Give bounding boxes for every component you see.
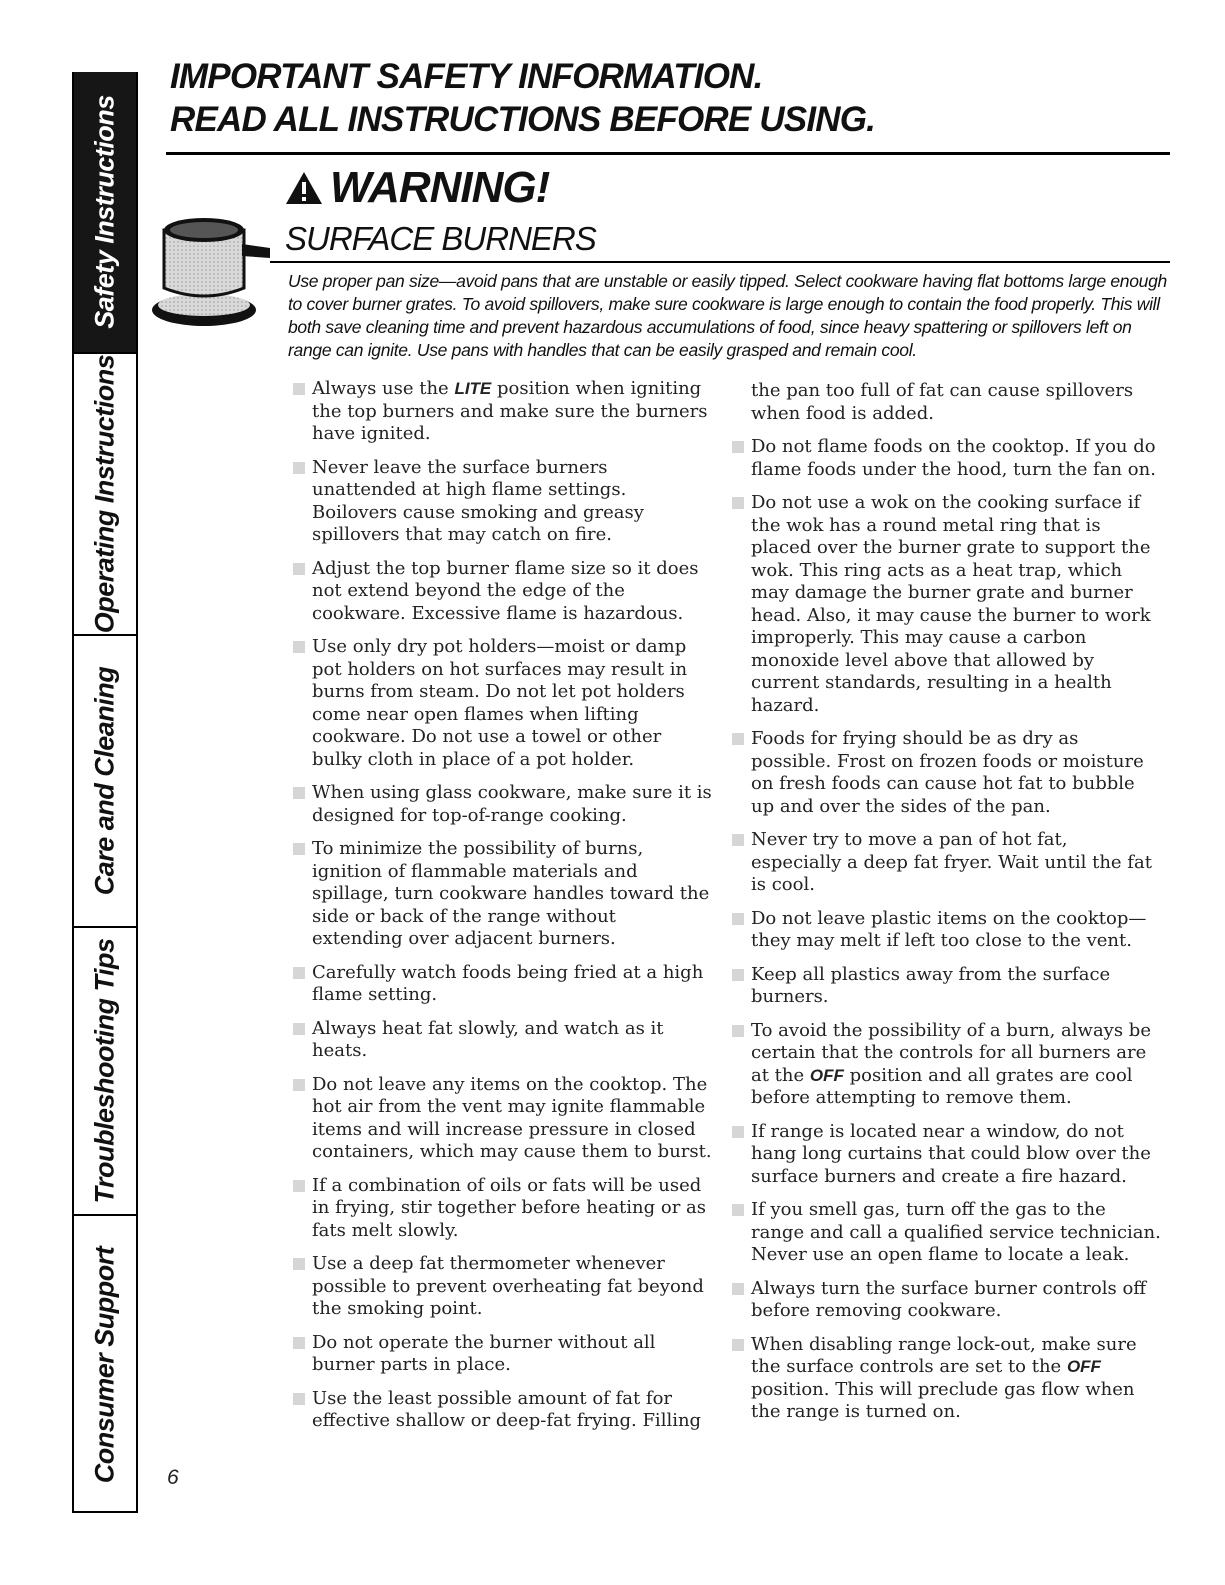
tab-label: Safety Instructions — [89, 95, 120, 329]
list-item — [731, 492, 1161, 717]
warning-title: WARNING! — [330, 163, 550, 212]
item-text: Use a deep fat thermometer whenever possible to prevent overheating fat beyond the smoking point. — [312, 1253, 704, 1319]
item-text: If you smell gas, turn off the gas to the range and call a qualified service technician. Never use an open flame to locate a leak. — [751, 1199, 1161, 1265]
item-text: position and all grates are cool before attempting to remove them. — [751, 1064, 1133, 1108]
bullet-square-icon — [293, 383, 305, 395]
list-item — [292, 782, 712, 827]
list-item — [292, 1388, 712, 1433]
bullet-square-icon — [293, 641, 305, 653]
subtitle-rule — [270, 261, 1170, 263]
bullet-square-icon — [732, 969, 744, 981]
list-item — [731, 829, 1161, 897]
list-item — [731, 1334, 1161, 1424]
page-title — [170, 55, 1170, 141]
bullet-square-icon — [293, 1258, 305, 1270]
lite-label: LITE — [454, 379, 492, 398]
item-text: To avoid the possibility of a burn, always be certain that the controls for all burners are at the — [751, 1019, 1151, 1086]
list-item — [292, 378, 712, 446]
bullet-square-icon — [293, 1337, 305, 1349]
item-text: When disabling range lock-out, make sure the surface controls are set to the — [751, 1333, 1137, 1377]
bullet-square-icon — [732, 1283, 744, 1295]
tab-care-and-cleaning[interactable] — [74, 636, 136, 928]
item-text: When using glass cookware, make sure it is designed for top-of-range cooking. — [312, 782, 712, 826]
item-text: Keep all plastics away from the surface burners. — [751, 963, 1111, 1007]
list-item — [731, 964, 1161, 1009]
item-text: Do not leave any items on the cooktop. The hot air from the vent may ignite flammable items and will increase pressure in closed containers, which may cause them to burst. — [312, 1073, 712, 1162]
item-text: Carefully watch foods being fried at a high flame setting. — [312, 961, 704, 1005]
item-text: Always heat fat slowly, and watch as it heats. — [312, 1017, 664, 1061]
tab-label: Troubleshooting Tips — [89, 938, 120, 1204]
warning-intro-text: Use proper pan size—avoid pans that are unstable or easily tipped. Select cookware having flat bottoms large enough to cover burner grates. To avoid spillovers, make sure cookware is large enough to contain the food properly. This will both save cleaning time and prevent hazardous accumulations of food, since heavy spattering or spillovers left on range can ignite. Use pans with handles that can be easily grasped and remain cool. — [288, 271, 1167, 360]
right-column — [731, 380, 1161, 1435]
item-text: Foods for frying should be as dry as possible. Frost on frozen foods or moisture on fresh foods can cause hot fat to bubble up and over the sides of the pan. — [751, 728, 1144, 817]
item-text: Do not use a wok on the cooking surface if the wok has a round metal ring that is placed over the burner grate to support the wok. This ring acts as a heat trap, which may damage the burner grate and burner head. Also, it may cause the burner to work improperly. This may cause a carbon monoxide level above that allowed by current standards, resulting in a health hazard. — [751, 492, 1151, 716]
bullet-square-icon — [293, 1393, 305, 1405]
tab-troubleshooting-tips[interactable] — [74, 928, 136, 1216]
item-text: Use only dry pot holders—moist or damp pot holders on hot surfaces may result in burns from steam. Do not let pot holders come near open flames when lifting cookware. Do not use a towel or other bulky cloth in place of a pot holder. — [312, 636, 688, 770]
list-item — [731, 1020, 1161, 1110]
bullet-square-icon — [732, 1339, 744, 1351]
page-number: 6 — [167, 1466, 179, 1489]
item-text: If a combination of oils or fats will be used in frying, stir together before heating or as fats melt slowly. — [312, 1174, 707, 1241]
bullet-square-icon — [293, 1079, 305, 1091]
header-rule — [166, 152, 1170, 155]
tab-label: Care and Cleaning — [89, 666, 120, 896]
list-item — [292, 1018, 712, 1063]
title-line-1: IMPORTANT SAFETY INFORMATION. — [170, 57, 763, 96]
list-item — [731, 1199, 1161, 1267]
item-text: Do not leave plastic items on the cooktop—they may melt if left too close to the vent. — [751, 907, 1147, 951]
bullet-square-icon — [293, 563, 305, 575]
item-text: Do not flame foods on the cooktop. If you do flame foods under the hood, turn the fan on. — [751, 436, 1156, 480]
side-tabs — [72, 72, 138, 1513]
cookware-pot-icon — [152, 200, 272, 328]
off-label: OFF — [1066, 1357, 1101, 1376]
left-column — [292, 378, 712, 1444]
list-item — [292, 838, 712, 951]
section-subtitle: SURFACE BURNERS — [285, 220, 596, 257]
tab-consumer-support[interactable] — [74, 1216, 136, 1513]
list-item — [292, 1332, 712, 1377]
item-text: position. This will preclude gas flow when the range is turned on. — [751, 1378, 1135, 1422]
list-item — [731, 728, 1161, 818]
tab-label: Consumer Support — [89, 1246, 120, 1483]
bullet-square-icon — [732, 1126, 744, 1138]
bullet-square-icon — [732, 1025, 744, 1037]
bullet-square-icon — [732, 913, 744, 925]
list-item — [292, 1253, 712, 1321]
list-item — [731, 908, 1161, 953]
warning-triangle-icon — [284, 170, 324, 206]
item-text: Always use the — [312, 378, 455, 399]
bullet-square-icon — [293, 462, 305, 474]
bullet-square-icon — [732, 1204, 744, 1216]
item-text: To minimize the possibility of burns, ignition of flammable materials and spillage, turn cookware handles toward the side or back of the range without extending over adjacent burners. — [312, 838, 710, 949]
item-text: If range is located near a window, do not hang long curtains that could blow over the surface burners and create a fire hazard. — [751, 1120, 1151, 1187]
list-item — [731, 1278, 1161, 1323]
list-item — [292, 1074, 712, 1164]
tab-label: Operating Instructions — [89, 354, 120, 634]
bullet-square-icon — [293, 1023, 305, 1035]
item-text: Adjust the top burner flame size so it does not extend beyond the edge of the cookware. Excessive flame is hazardous. — [312, 557, 699, 624]
list-item-continuation: the pan too full of fat can cause spillovers when food is added. — [751, 380, 1134, 424]
bullet-square-icon — [732, 733, 744, 745]
list-item — [731, 1121, 1161, 1189]
item-text: Never try to move a pan of hot fat, especially a deep fat fryer. Wait until the fat is cool. — [751, 829, 1152, 895]
item-text: Always turn the surface burner controls off before removing cookware. — [751, 1277, 1147, 1321]
title-line-2: READ ALL INSTRUCTIONS BEFORE USING. — [170, 100, 876, 139]
list-item — [292, 636, 712, 771]
item-text: position when igniting the top burners and make sure the burners have ignited. — [312, 378, 708, 444]
tab-operating-instructions[interactable] — [74, 354, 136, 636]
bullet-square-icon — [293, 1180, 305, 1192]
bullet-square-icon — [293, 843, 305, 855]
warning-heading — [284, 163, 549, 213]
list-item — [292, 558, 712, 626]
item-text: Use the least possible amount of fat for effective shallow or deep-fat frying. Filling — [312, 1387, 702, 1431]
bullet-square-icon — [293, 787, 305, 799]
item-text: Do not operate the burner without all burner parts in place. — [312, 1331, 656, 1375]
bullet-square-icon — [732, 441, 744, 453]
off-label: OFF — [809, 1065, 844, 1085]
tab-safety-instructions[interactable] — [74, 72, 136, 354]
list-item — [292, 457, 712, 547]
list-item — [292, 962, 712, 1007]
list-item — [292, 1175, 712, 1243]
bullet-square-icon — [732, 834, 744, 846]
item-text: Never leave the surface burners unattended at high flame settings. Boilovers cause smoking and greasy spillovers that may catch on fire. — [312, 456, 644, 545]
bullet-square-icon — [732, 497, 744, 509]
bullet-square-icon — [293, 967, 305, 979]
list-item — [731, 436, 1161, 481]
